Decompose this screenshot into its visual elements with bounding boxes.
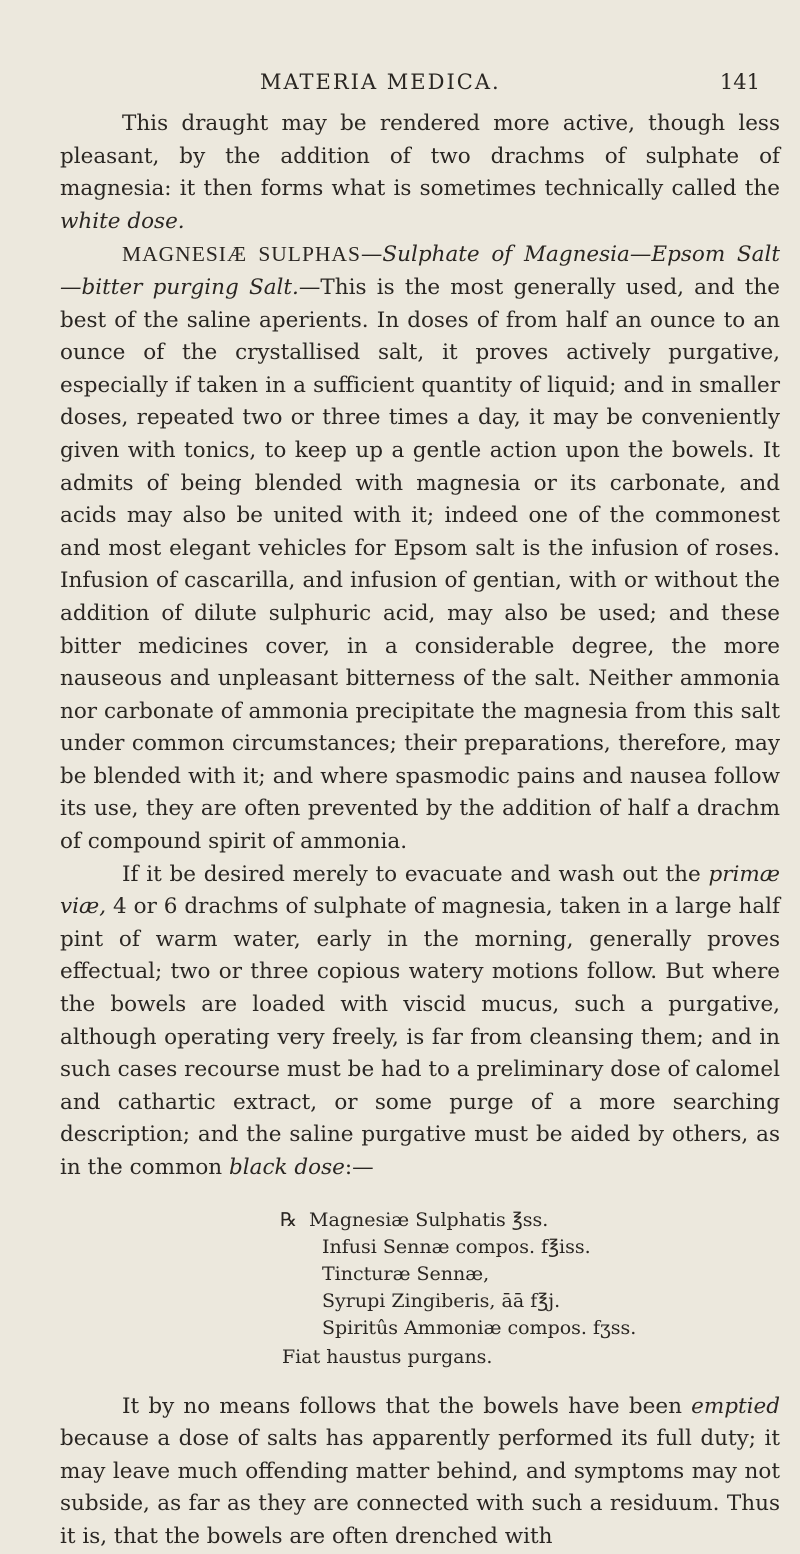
paragraph-primae-viae: If it be desired merely to evacuate and wash out the primæ viæ, 4 or 6 drachms of sulphate of magnesia, taken in a large half pint of warm water, early in the morning, generally proves effectual; two or three copious watery motions follow. But where the bowels are loaded with viscid mucus, such a purgative, although operating very freely, is far from cleansing them; and in such cases recourse must be had to a preliminary dose of calomel and cathartic extract, or some purge of a more searching description; and the saline purgative must be aided by others, as in the common black dose:— [60,861,780,1180]
page-body [60,108,780,1554]
running-header [60,70,760,106]
prescription-formula [60,1207,780,1371]
recipe-symbol: ℞ [280,1208,298,1231]
paragraph-emptied: It by no means follows that the bowels have been emptied because a dose of salts has apparently performed its full duty; it may leave much offending matter behind, and symptoms may not subside, as far as they are connected with such a residuum. Thus it is, that the bowels are often drenched with [60,1393,780,1549]
term-black-dose: black dose [229,1155,345,1180]
paragraph-magnesiae-sulphas: MAGNESIÆ SULPHAS—Sulphate of Magnesia—Epsom Salt—bitter purging Salt.—This is the most generally used, and the best of the saline aperients. In doses of from half an ounce to an ounce of the crystallised salt, it proves actively purgative, especially if taken in a sufficient quantity of liquid; and in smaller doses, repeated two or three times a day, it may be conveniently given with tonics, to keep up a gentle action upon the bowels. It admits of being blended with magnesia or its carbonate, and acids may also be united with it; indeed one of the commonest and most elegant vehicles for Epsom salt is the infusion of roses. Infusion of cascarilla, and infusion of gentian, with or without the addition of dilute sulphuric acid, may also be used; and these bitter medicines cover, in a considerable degree, the more nauseous and unpleasant bitterness of the salt. Neither ammonia nor carbonate of ammonia precipitate the magnesia from this salt under common circumstances; their preparations, therefore, may be blended with it; and where spasmodic pains and nausea follow its use, they are often prevented by the addition of half a drachm of compound spirit of ammonia. [60,242,781,855]
formula-line: ℞ Magnesiæ Sulphatis ℥ss. [280,1208,549,1231]
formula-line: Tincturæ Sennæ, [322,1262,490,1285]
term-white-dose: white dose. [60,208,185,234]
running-title: MATERIA MEDICA. [260,70,501,94]
page-number: 141 [719,70,760,94]
formula-line: Spiritûs Ammoniæ compos. fʒss. [322,1316,637,1339]
paragraph-white-dose: This draught may be rendered more active, though less pleasant, by the addition of two drachms of sulphate of magnesia: it then forms what is sometimes technically called the white dose. [60,111,780,234]
formula-directive: Fiat haustus purgans. [282,1345,493,1368]
formula-line: Syrupi Zingiberis, āā f℥j. [322,1289,561,1312]
entry-heading: MAGNESIÆ SULPHAS [122,242,361,267]
formula-line: Infusi Sennæ compos. f℥iss. [322,1235,591,1258]
entry-synonyms: Sulphate of Magnesia—Epsom Salt—bitter purging Salt. [60,242,780,300]
